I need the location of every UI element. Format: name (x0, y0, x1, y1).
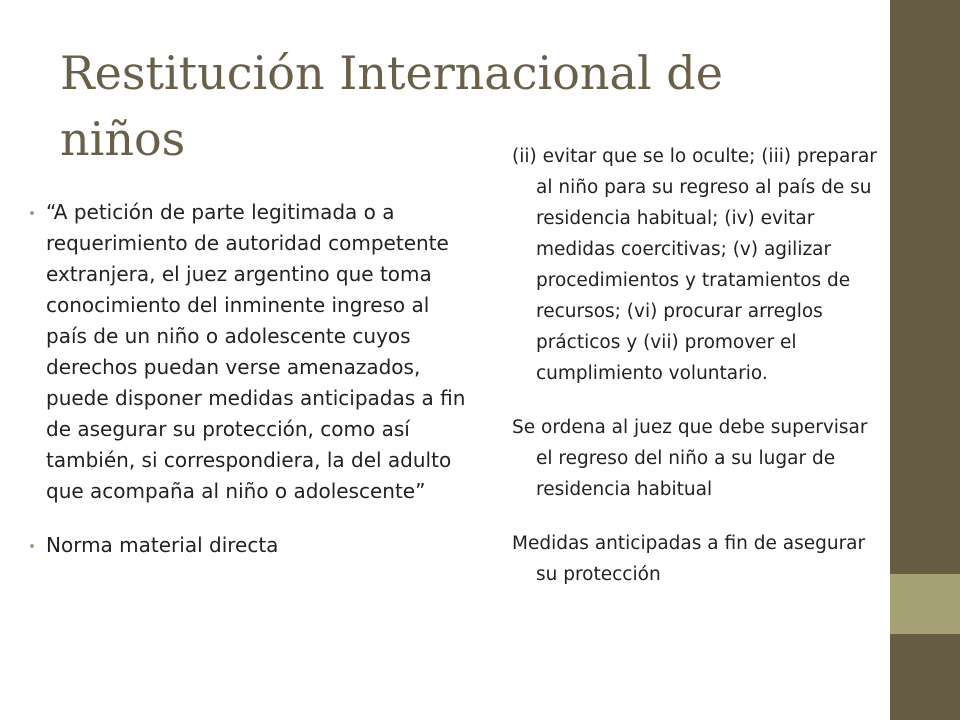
bullet-item-quote (30, 197, 470, 507)
right-paragraph-measures: (ii) evitar que se lo oculte; (iii) preparar al niño para su regreso al país de su residencia habitual; (iv) evitar medidas coercitivas; (v) agilizar procedimientos y tratamientos de recursos; (vi) procurar arreglos prácticos y (vii) promover el cumplimiento voluntario. (512, 146, 877, 384)
bullet-dot-icon (30, 544, 34, 548)
bullet-text-quote: “A petición de parte legitimada o a requerimiento de autoridad competente extranjera, el juez argentino que toma conocimiento del inminente ingreso al país de un niño o adolescente cuyos derechos puedan verse amenazados, puede disponer medidas anticipadas a fin de asegurar su protección, como así también, si correspondiera, la del adulto que acompaña al niño o adolescente” (46, 200, 466, 503)
left-bullet-list (30, 197, 470, 561)
right-column (512, 141, 880, 590)
right-paragraph-supervise: Se ordena al juez que debe supervisar el regreso del niño a su lugar de residencia habitual (512, 417, 868, 500)
bullet-text-norma: Norma material directa (46, 533, 279, 557)
right-paragraph-anticipated: Medidas anticipadas a fin de asegurar su protección (512, 533, 866, 585)
slide-title: Restitución Internacional de niños (60, 46, 723, 166)
bullet-dot-icon (30, 211, 34, 215)
bullet-item-norma (30, 530, 470, 561)
sidebar-accent-block (890, 574, 960, 634)
